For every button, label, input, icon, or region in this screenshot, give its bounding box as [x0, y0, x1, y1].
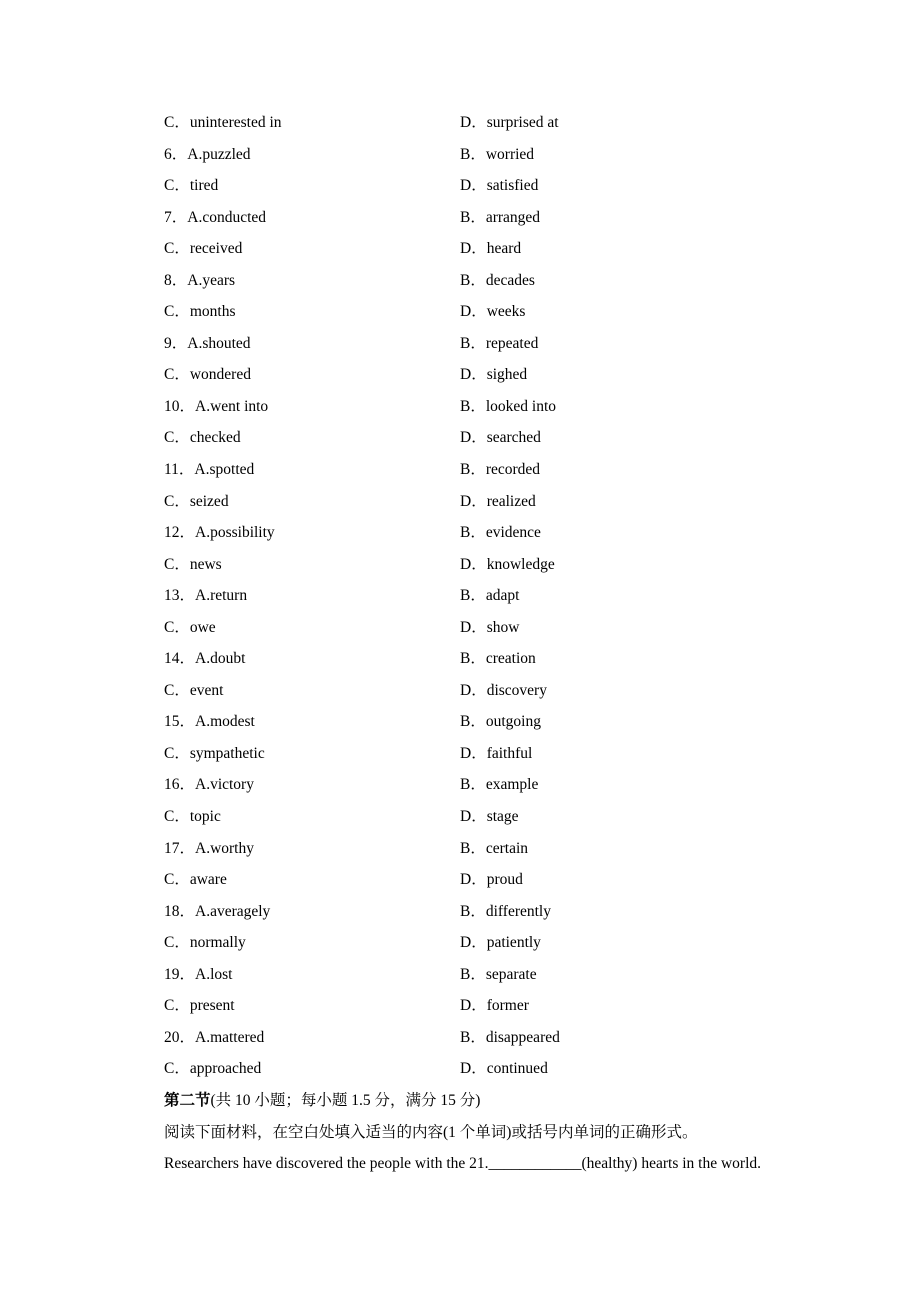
option-left: 20．A.mattered [164, 1028, 265, 1046]
option-row [164, 205, 864, 237]
option-left: C．event [164, 681, 224, 699]
option-row [164, 772, 864, 804]
option-left: 12．A.possibility [164, 524, 275, 542]
option-row [164, 142, 864, 174]
option-right: D．realized [460, 492, 536, 510]
option-left: C．seized [164, 492, 229, 510]
option-right: D．stage [460, 808, 519, 826]
option-left: C．wondered [164, 366, 251, 384]
option-row [164, 268, 864, 300]
option-row [164, 583, 864, 615]
option-left: C．received [164, 240, 243, 258]
option-left: C．tired [164, 177, 219, 195]
section-title: 第二节 [164, 1092, 211, 1109]
option-right: D．surprised at [460, 114, 559, 131]
option-row [164, 646, 864, 678]
option-right: B．evidence [460, 524, 541, 542]
option-left: 8．A.years [164, 271, 236, 289]
option-row [164, 804, 864, 836]
option-left: 6．A.puzzled [164, 145, 251, 163]
option-row [164, 930, 864, 962]
section-two [164, 1088, 864, 1183]
option-right: B．outgoing [460, 713, 541, 731]
option-left: 9．A.shouted [164, 334, 251, 352]
section-scoring: (共 10 小题；每小题 1.5 分，满分 15 分) [210, 1092, 481, 1109]
option-row [164, 331, 864, 363]
option-left: 10．A.went into [164, 397, 269, 415]
option-left: 15．A.modest [164, 713, 255, 731]
option-row [164, 899, 864, 931]
option-left: 19．A.lost [164, 965, 233, 983]
option-left: 14．A.doubt [164, 650, 246, 668]
option-right: D．discovery [460, 681, 547, 699]
option-right: D．knowledge [460, 555, 555, 573]
option-left: C．news [164, 555, 222, 573]
option-row [164, 299, 864, 331]
option-row [164, 394, 864, 426]
option-row [164, 425, 864, 457]
option-row [164, 552, 864, 584]
option-right: D．patiently [460, 934, 541, 952]
option-right: D．sighed [460, 366, 528, 384]
option-left: 18．A.averagely [164, 902, 271, 920]
option-row [164, 993, 864, 1025]
option-right: B．example [460, 776, 539, 794]
option-right: B．adapt [460, 587, 520, 605]
passage-text: Researchers have discovered the people with the 21.____________(healthy) hearts in the world. [164, 1155, 761, 1172]
option-right: B．certain [460, 839, 529, 857]
option-right: B．recorded [460, 461, 541, 479]
option-right: B．decades [460, 271, 535, 289]
option-right: B．disappeared [460, 1028, 560, 1046]
option-left: C．uninterested in [164, 114, 282, 131]
option-row [164, 615, 864, 647]
option-left: C．aware [164, 871, 227, 889]
option-row [164, 236, 864, 268]
option-right: D．show [460, 618, 520, 636]
option-right: D．weeks [460, 303, 526, 321]
option-right: B．repeated [460, 334, 539, 352]
option-right: D．satisfied [460, 177, 539, 195]
option-left: C．approached [164, 1060, 262, 1078]
option-left: C．normally [164, 934, 246, 952]
option-left: C．topic [164, 808, 221, 826]
section-instruction: 阅读下面材料，在空白处填入适当的内容(1 个单词)或括号内单词的正确形式。 [164, 1123, 698, 1141]
option-right: B．creation [460, 650, 536, 668]
option-row [164, 110, 864, 142]
option-row [164, 709, 864, 741]
option-right: D．faithful [460, 744, 533, 762]
option-left: C．present [164, 997, 235, 1015]
option-left: C．months [164, 303, 236, 321]
option-right: D．proud [460, 871, 523, 889]
option-row [164, 457, 864, 489]
option-row [164, 362, 864, 394]
option-left: C．owe [164, 618, 216, 636]
option-row [164, 962, 864, 994]
option-right: B．differently [460, 902, 551, 920]
option-row [164, 489, 864, 521]
option-left: 7．A.conducted [164, 208, 267, 226]
option-row [164, 867, 864, 899]
answer-options-list [164, 110, 864, 1088]
option-right: B．arranged [460, 208, 541, 226]
option-left: 13．A.return [164, 587, 248, 605]
option-right: D．heard [460, 240, 522, 258]
option-right: B．looked into [460, 397, 557, 415]
option-right: B．separate [460, 965, 537, 983]
option-right: D．former [460, 997, 529, 1015]
option-row [164, 678, 864, 710]
option-left: C．checked [164, 429, 241, 447]
option-row [164, 836, 864, 868]
option-right: D．continued [460, 1060, 548, 1078]
section-heading [164, 1088, 864, 1120]
option-row [164, 173, 864, 205]
option-left: 17．A.worthy [164, 839, 254, 857]
option-left: 11．A.spotted [164, 461, 255, 479]
option-row [164, 1025, 864, 1057]
option-left: 16．A.victory [164, 776, 254, 794]
option-right: B．worried [460, 145, 535, 163]
option-row [164, 741, 864, 773]
option-row [164, 520, 864, 552]
option-left: C．sympathetic [164, 744, 265, 762]
option-row [164, 1056, 864, 1088]
option-right: D．searched [460, 429, 541, 447]
